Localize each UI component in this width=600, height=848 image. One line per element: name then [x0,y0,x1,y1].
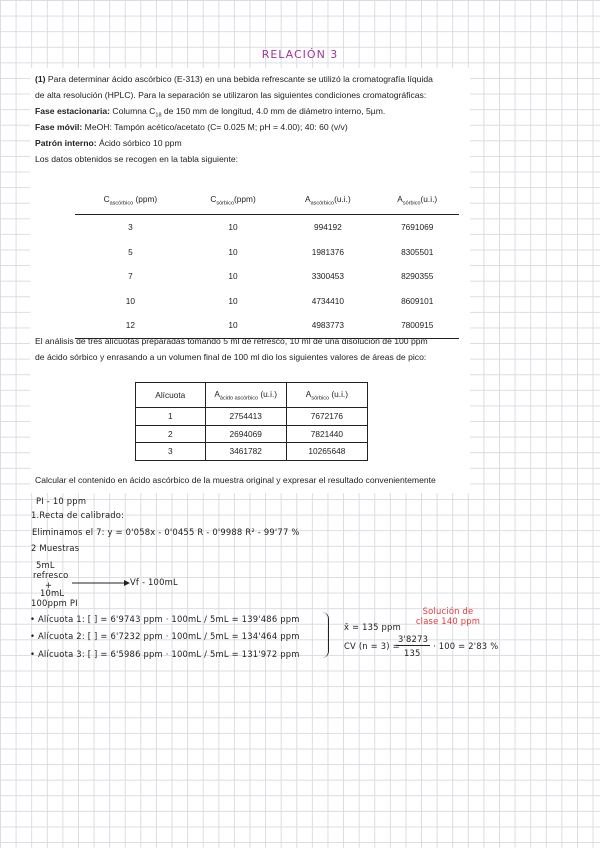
h-tail: (u.i.) [329,388,348,399]
hw-vf: Vf - 100mL [130,577,178,587]
h-sub: ascórbico [310,200,335,207]
calibration-table [75,186,459,339]
datos-text: Los datos obtenidos se recogen en la tabla siguiente: [35,154,239,164]
analysis-line-1: El análisis de tres alícuotas preparadas tomando 5 ml de refresco, 10 ml de una disolución de 100 ppm [35,336,428,346]
aliquot-header-row [136,383,368,408]
hw-media: x̄ = 135 ppm [344,622,401,632]
table-cell: 12 [75,313,186,338]
fase-estacionaria [35,106,385,122]
problem-number: (1) [35,74,46,84]
table-row [136,443,368,461]
fase-movil [35,122,348,133]
hw-cv-numerator: 3'8273 [398,634,429,644]
h-main: C [103,193,110,204]
fase-estacionaria-value: Columna C [112,106,156,116]
page-title: RELACIÓN 3 [261,48,339,61]
hw-cv-result: · 100 = 2'83 % [433,641,499,651]
table-row [75,264,459,289]
table-cell: 7691069 [401,222,434,233]
hw-refresco: refresco [33,570,69,580]
table-cell: 5 [128,246,133,257]
table-cell: 10 [228,246,238,257]
patron-interno [35,138,182,149]
h-main: A [214,388,220,399]
table-cell: 10 [228,295,238,306]
header-c-sorbico [186,186,281,215]
problem-line-2: de alta resolución (HPLC). Para la separación se utilizaron las siguientes condiciones cromatográficas: [35,90,427,100]
table-cell: 7 [128,271,133,282]
fase-movil-label: Fase móvil: [35,122,83,132]
table-cell: 10 [228,271,238,282]
brace-icon [322,612,329,658]
table-cell: 8305501 [401,246,434,257]
header-alicuota: Alícuota [136,383,206,408]
table-row [136,408,368,426]
table-row [75,240,459,265]
hw-solucion-1: Solución de [422,606,474,616]
header-c-ascorbico [75,186,186,215]
table-cell: 2694069 [205,425,286,443]
question-text: Calcular el contenido en ácido ascórbico de la muestra original y expresar el resultado convenientemente [35,475,436,485]
hw-alicuota-1: • Alícuota 1: [ ] = 6'9743 ppm · 100mL / 5mL = 139'486 ppm [30,614,300,624]
hw-solucion-2: clase 140 ppm [415,616,481,626]
header-a-ascorbico [280,186,375,215]
h-tail: (ppm) [234,193,256,204]
problem-document [30,68,470,493]
hw-5ml: 5mL [36,560,55,570]
problem-text-1: Para determinar ácido ascórbico (E-313) en una bebida refrescante se utilizó la cromatografía líquida [47,74,433,84]
table-cell: 2754413 [205,408,286,426]
hw-cv-label: CV (n = 3) = [344,641,400,651]
h-tail: (u.i.) [334,193,351,204]
fase-movil-value: MeOH: Tampón acético/acetato (C= 0.025 M; pH = 4.00); 40: 60 (v/v) [82,122,348,132]
table-cell: 10 [228,222,238,233]
h-sub: ácido ascórbico [219,395,259,402]
table-row [75,215,459,240]
patron-value: Ácido sórbico 10 ppm [96,138,182,148]
table-cell: 7800915 [375,313,459,338]
hw-100ppm: 100ppm PI [31,598,78,608]
h-sub: sórbico [402,200,421,207]
fraction-line [396,645,430,646]
table-cell: 8290355 [401,271,434,282]
hw-cv-denominator: 135 [404,648,421,658]
table-cell: 3300453 [311,271,345,282]
table-cell: 1 [136,408,206,426]
hw-alicuota-2: • Alícuota 2: [ ] = 6'7232 ppm · 100mL / 5mL = 134'464 ppm [30,631,300,641]
h-sub: sórbico [311,395,330,402]
h-tail: (ppm) [133,193,158,204]
table-cell: 7821440 [286,425,367,443]
table-cell: 2 [136,425,206,443]
table-cell: 3461782 [205,443,286,461]
table-cell: 4734410 [311,295,345,306]
table-cell: 994192 [314,222,342,233]
table-cell: 10265648 [286,443,367,461]
hw-alicuota-3: • Alícuota 3: [ ] = 6'5986 ppm · 100mL / 5mL = 131'972 ppm [30,649,300,659]
fase-estacionaria-value-b: de 150 mm de longitud, 4.0 mm de diámetro interno, 5µm. [161,106,386,116]
h-main: A [305,193,311,204]
h-main: C [210,193,217,204]
fase-estacionaria-sub: 18 [155,112,162,119]
header-a-acido-ascorbico [205,383,286,408]
h-main: A [397,193,403,204]
header-a-sorbico [375,186,459,215]
table-row [136,425,368,443]
h-tail: (u.i.) [420,193,438,204]
hw-muestras: 2 Muestras [31,543,80,553]
table-cell: 1981376 [311,246,345,257]
fase-estacionaria-label: Fase estacionaria: [35,106,110,116]
hw-10ml: 10mL [40,588,65,598]
aliquot-table [135,382,368,461]
h-tail: (u.i.) [258,388,278,399]
table-cell: 7672176 [286,408,367,426]
patron-label: Patrón interno: [35,138,97,148]
arrow-icon [72,578,130,588]
h-sub: ascórbico [109,200,134,207]
analysis-line-2: de ácido sórbico y enrasando a un volumen final de 100 ml dio los siguientes valores de áreas de pico: [35,352,427,362]
problem-line-1 [35,74,433,85]
hw-eliminamos: Eliminamos el 7: y = 0'058x - 0'0455 R - 0'9988 R² - 99'77 % [32,527,300,537]
table-cell: 10 [125,295,135,306]
calibration-header-row [75,186,459,215]
h-main: A [305,388,312,399]
header-a-sorbico [286,383,367,408]
table-cell: 3 [128,222,133,233]
table-cell: 3 [136,443,206,461]
table-cell: 4983773 [280,313,375,338]
table-cell: 8609101 [401,295,434,306]
hw-solucion-note [408,606,488,626]
table-row [75,289,459,314]
table-row [75,313,459,338]
table-cell: 10 [186,313,281,338]
hw-recta: 1.Recta de calibrado: [31,510,125,520]
hw-plus: + [45,580,53,590]
h-sub: sórbico [216,200,235,207]
hw-pi: PI - 10 ppm [36,496,87,506]
